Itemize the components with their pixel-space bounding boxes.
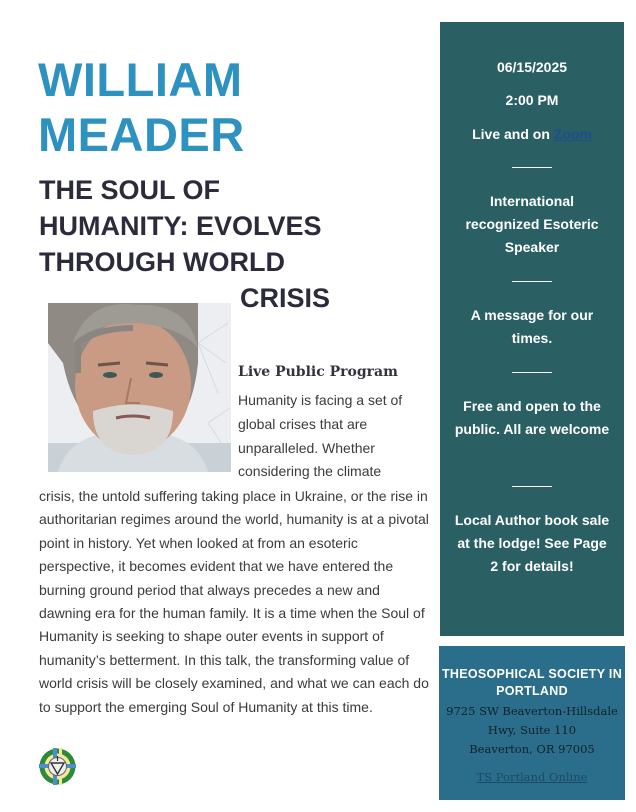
event-details-panel — [440, 22, 624, 636]
street-address: 9725 SW Beaverton-Hillsdale Hwy, Suite 110 — [446, 704, 618, 737]
speaker-name-line1: WILLIAM — [38, 53, 243, 106]
speaker-portrait-icon — [48, 303, 231, 472]
title-line-3: THROUGH WORLD — [39, 247, 285, 277]
description-paragraph: crisis, the untold suffering taking place in Ukraine, or the rise in authoritarian regimes around the world, humanity is at a pivotal point in history. Yet when looked at from an esoteric perspective, it becomes evident that we have entered the burning ground period that always precedes a new and dawning era for the human family. It is a time when the Soul of Humanity is seeking to shape outer events in support of humanity’s betterment. In this talk, the transforming value of world crisis will be closely examined, and what we can each do to support the emerging Soul of Humanity at this time. — [39, 488, 429, 715]
city-address: Beaverton, OR 97005 — [469, 742, 595, 756]
zoom-link[interactable]: Zoom — [553, 126, 592, 142]
organization-name: THEOSOPHICAL SOCIETY IN PORTLAND — [441, 667, 623, 698]
divider — [512, 281, 552, 282]
speaker-description: International recognized Esoteric Speaker — [465, 193, 599, 255]
speaker-photo — [48, 303, 231, 472]
title-line-1: THE SOUL OF — [39, 175, 221, 205]
divider — [512, 167, 552, 168]
event-time-text: 2:00 PM — [505, 92, 559, 108]
book-sale-text: Local Author book sale at the lodge! See Page 2 for details! — [454, 512, 610, 574]
talk-title — [39, 172, 419, 316]
divider — [512, 486, 552, 487]
theosophical-seal-icon — [39, 748, 76, 785]
ts-portland-online-link[interactable]: TS Portland Online — [476, 770, 588, 784]
title-line-4: CRISIS — [240, 283, 331, 313]
divider — [512, 372, 552, 373]
event-time — [440, 89, 624, 112]
title-line-2: HUMANITY: EVOLVES — [39, 211, 322, 241]
live-prefix: Live and on — [472, 126, 554, 142]
event-location — [440, 123, 624, 146]
speaker-name — [38, 52, 245, 162]
organization-address-box — [439, 646, 625, 800]
message-text: A message for our times. — [470, 307, 594, 346]
program-heading: Live Public Program — [238, 364, 398, 380]
speaker-name-line2: MEADER — [38, 108, 245, 161]
address — [439, 702, 625, 759]
event-date: 06/15/2025 — [496, 59, 568, 75]
free-admission-text: Free and open to the public. All are welcome — [454, 398, 610, 437]
intro-paragraph: Humanity is facing a set of global crises that are unparalleled. Whether considering the climate — [238, 392, 403, 480]
